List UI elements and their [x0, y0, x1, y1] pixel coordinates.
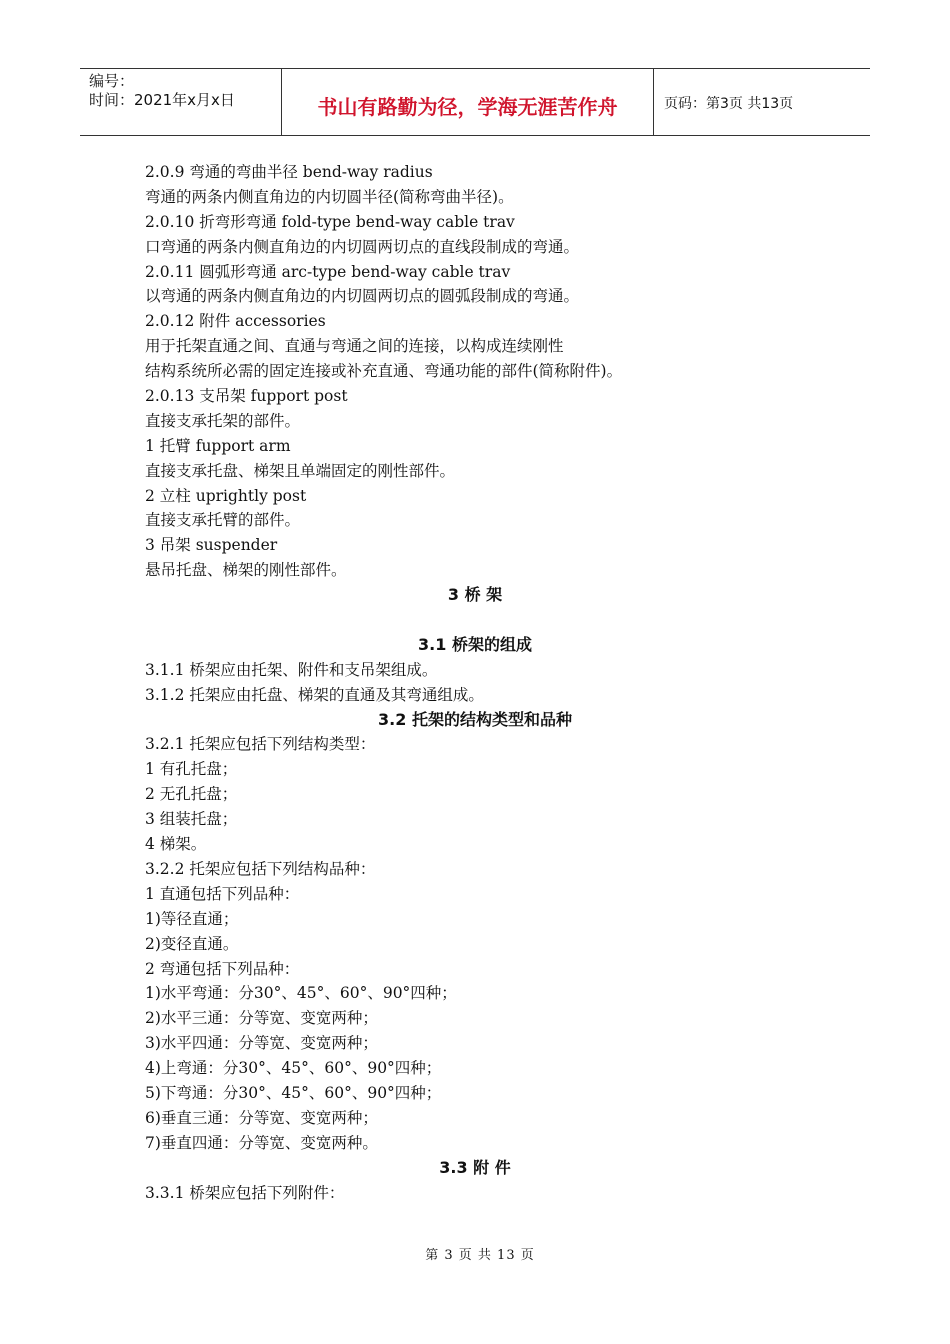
- text-line: 悬吊托盘、梯架的刚性部件。: [145, 561, 347, 580]
- section-heading: 3 桥 架: [447, 585, 503, 605]
- text-line: 1 直通包括下列品种：: [145, 884, 300, 903]
- text-line: 4)上弯通：分30°、45°、60°、90°四种；: [145, 1059, 442, 1078]
- document-header: [80, 68, 870, 136]
- text-line: 结构系统所必需的固定连接或补充直通、弯通功能的部件(简称附件)。: [145, 362, 623, 381]
- text-line: 2 无孔托盘；: [145, 785, 238, 804]
- text-line: 1)等径直通；: [145, 909, 239, 928]
- blank-line: [145, 608, 825, 633]
- text-line: 3.1.2 托架应由托盘、梯架的直通及其弯通组成。: [145, 685, 484, 704]
- text-line: 2.0.13 支吊架 fupport post: [145, 387, 348, 406]
- text-line: 3.2.1 托架应包括下列结构类型：: [145, 735, 376, 754]
- text-line: 弯通的两条内侧直角边的内切圆半径(简称弯曲半径)。: [145, 187, 514, 206]
- text-line: 2.0.10 折弯形弯通 fold-type bend-way cable trav: [145, 212, 515, 231]
- text-line: 2.0.9 弯通的弯曲半径 bend-way radius: [145, 163, 433, 181]
- header-page-info: 页码：第3页 共13页: [664, 96, 794, 112]
- text-line: 2.0.12 附件 accessories: [145, 312, 326, 331]
- text-line: 2)变径直通。: [145, 934, 239, 953]
- text-line: 直接支承托臂的部件。: [145, 511, 301, 530]
- text-line: 3.1.1 桥架应由托架、附件和支吊架组成。: [145, 660, 438, 679]
- page-footer: 第 3 页 共 13 页: [425, 1248, 535, 1263]
- section-heading: 3.2 托架的结构类型和品种: [378, 709, 572, 729]
- text-line: 6)垂直三通：分等宽、变宽两种；: [145, 1108, 378, 1127]
- text-line: 1 有孔托盘；: [145, 760, 238, 779]
- text-line: 2)水平三通：分等宽、变宽两种；: [145, 1009, 378, 1028]
- header-motto: 书山有路勤为径，学海无涯苦作舟: [282, 69, 654, 135]
- document-time-label: 时间：2021年x月x日: [89, 91, 235, 109]
- text-line: 直接支承托盘、梯架且单端固定的刚性部件。: [145, 461, 456, 480]
- text-line: 1 托臂 fupport arm: [145, 436, 291, 455]
- text-line: 7)垂直四通：分等宽、变宽两种。: [145, 1133, 378, 1152]
- section-heading: 3.3 附 件: [439, 1157, 511, 1177]
- text-line: 4 梯架。: [145, 835, 207, 854]
- text-line: 5)下弯通：分30°、45°、60°、90°四种；: [145, 1083, 442, 1102]
- header-meta: [80, 69, 282, 135]
- text-line: 3.2.2 托架应包括下列结构品种：: [145, 859, 376, 878]
- text-line: 2.0.11 圆弧形弯通 arc-type bend-way cable trav: [145, 262, 511, 281]
- text-line: 2 弯通包括下列品种：: [145, 959, 300, 978]
- text-line: 3 组装托盘；: [145, 810, 238, 829]
- text-line: 3 吊架 suspender: [145, 536, 278, 555]
- document-body: [145, 160, 825, 1205]
- text-line: 1)水平弯通：分30°、45°、60°、90°四种；: [145, 984, 457, 1003]
- text-line: 用于托架直通之间、直通与弯通之间的连接，以构成连续刚性: [145, 337, 564, 356]
- text-line: 3)水平四通：分等宽、变宽两种；: [145, 1034, 378, 1053]
- text-line: 2 立柱 uprightly post: [145, 486, 307, 505]
- text-line: 口弯通的两条内侧直角边的内切圆两切点的直线段制成的弯通。: [145, 237, 580, 256]
- document-number-label: 编号：: [89, 72, 135, 90]
- text-line: 以弯通的两条内侧直角边的内切圆两切点的圆弧段制成的弯通。: [145, 287, 580, 306]
- text-line: 3.3.1 桥架应包括下列附件：: [145, 1183, 345, 1202]
- text-line: 直接支承托架的部件。: [145, 411, 301, 430]
- section-heading: 3.1 桥架的组成: [418, 634, 532, 654]
